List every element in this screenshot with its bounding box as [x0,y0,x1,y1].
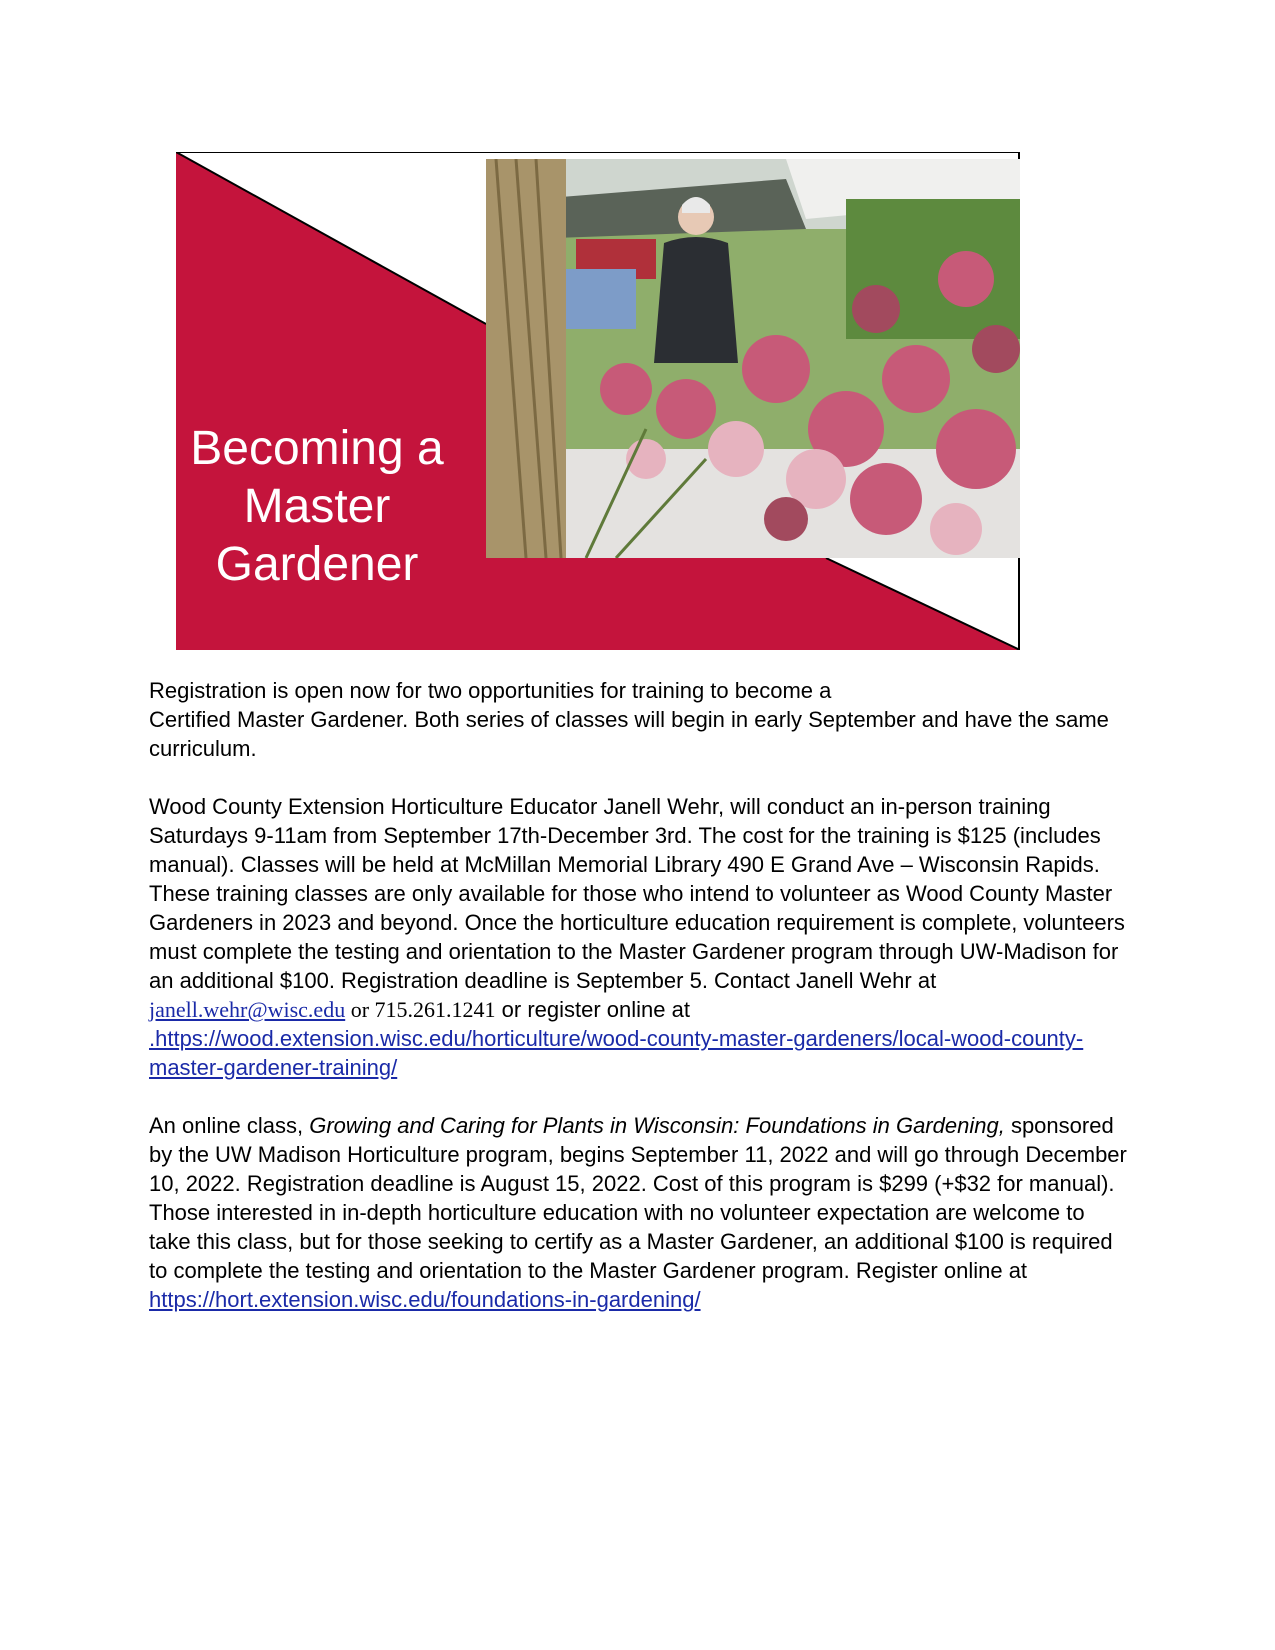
intro-line-2: Certified Master Gardener. Both series of classes will begin in early September and have the same curriculum. [149,707,1109,761]
online-class-intro: An online class, [149,1113,310,1138]
paragraph-intro [149,676,1129,763]
paragraph-online-class [149,1111,1129,1314]
paragraph-in-person-training [149,792,1129,1082]
online-class-text: sponsored by the UW Madison Horticulture program, begins September 11, 2022 and will go through December 10, 2022. Registration deadline is August 15, 2022. Cost of this program is $299 (+$32 for manual). Those interested in in-depth horticulture education with no volunteer expectation are welcome to take this class, but for those seeking to certify as a Master Gardener, an additional $100 is required to complete the testing and orientation to the Master Gardener program. Register online at [149,1113,1127,1283]
local-training-link[interactable]: .https://wood.extension.wisc.edu/horticulture/wood-county-master-gardeners/local-wood-county-master-gardener-training/ [149,1026,1084,1080]
register-online-text: or register online at [495,997,690,1022]
email-link[interactable]: janell.wehr@wisc.edu [149,997,346,1022]
header-banner [176,152,1020,650]
in-person-training-text: Wood County Extension Horticulture Educator Janell Wehr, will conduct an in-person training Saturdays 9-11am from September 17th-December 3rd. The cost for the training is $125 (includes manual). Classes will be held at McMillan Memorial Library 490 E Grand Ave – Wisconsin Rapids. These training classes are only available for those who intend to volunteer as Wood County Master Gardeners in 2023 and beyond. Once the horticulture education requirement is complete, volunteers must complete the testing and orientation to the Master Gardener program through UW-Madison for an additional $100. Registration deadline is September 5. Contact Janell Wehr at [149,794,1125,993]
article-body [149,676,1129,1343]
online-course-title: Growing and Caring for Plants in Wisconsin: Foundations in Gardening, [309,1113,1005,1138]
foundations-gardening-link[interactable]: https://hort.extension.wisc.edu/foundations-in-gardening/ [149,1287,701,1312]
banner-title: Becoming a Master Gardener [190,422,444,591]
photo-volunteer-with-flowers [486,159,1020,558]
intro-line-1: Registration is open now for two opportunities for training to become a [149,678,832,703]
phone-number: or 715.261.1241 [345,997,496,1022]
